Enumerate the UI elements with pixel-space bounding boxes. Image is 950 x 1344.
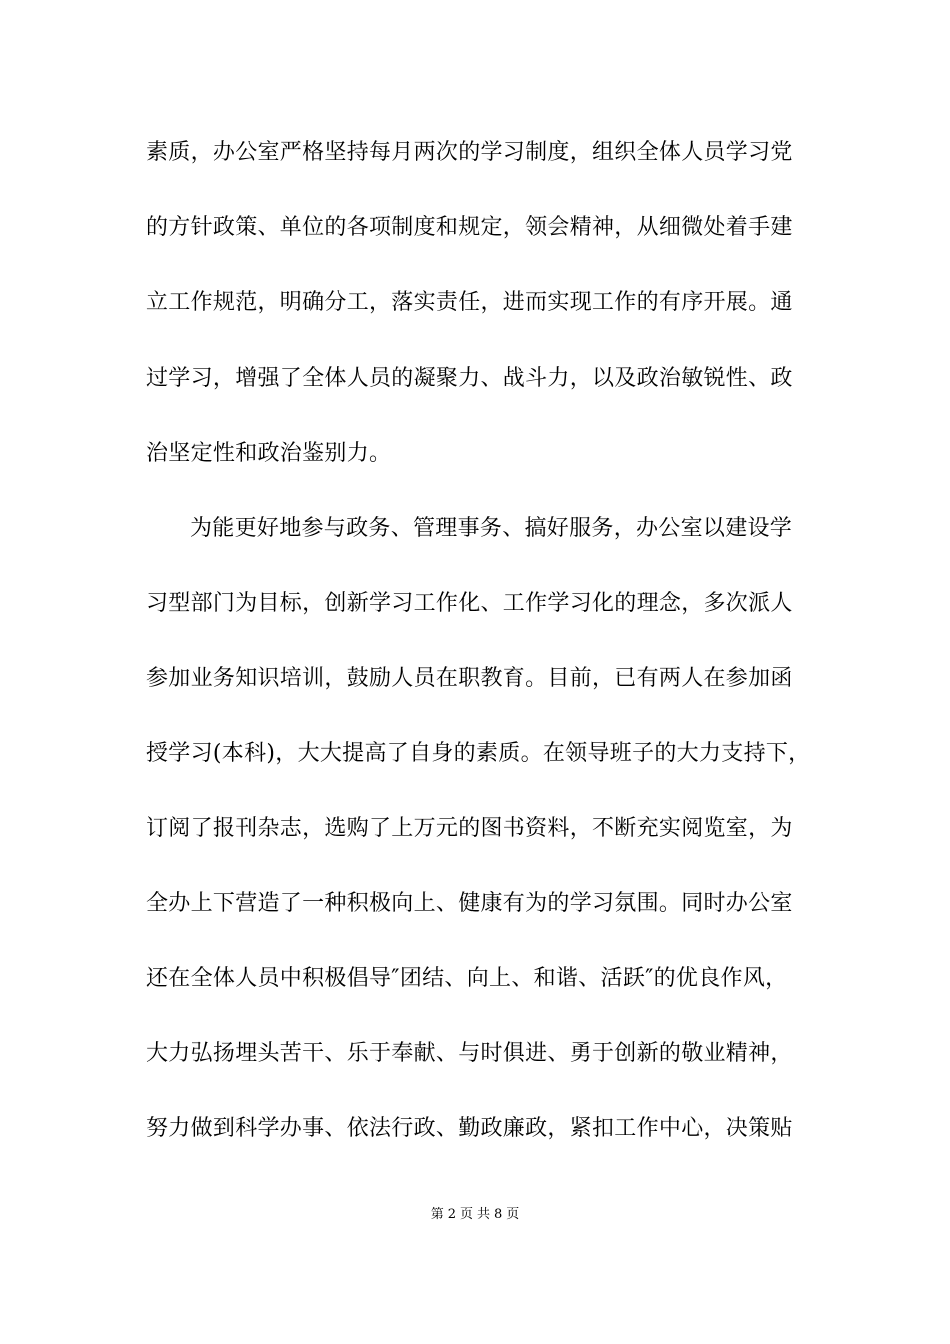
text-line: 治坚定性和政治鉴别力。 (146, 441, 392, 466)
text-line: 立工作规范，明确分工，落实责任，进而实现工作的有序开展。通 (146, 290, 793, 315)
text-line: 努力做到科学办事、依法行政、勤政廉政，紧扣工作中心，决策贴 (146, 1116, 793, 1141)
text-line: 的方针政策、单位的各项制度和规定，领会精神，从细微处着手建 (146, 215, 793, 240)
text-line: 大力弘扬埋头苦干、乐于奉献、与时俱进、勇于创新的敬业精神， (146, 1041, 793, 1066)
footer-total-pages: 8 (494, 1207, 503, 1222)
text-line: 习型部门为目标，创新学习工作化、工作学习化的理念，多次派人 (146, 591, 793, 616)
text-line: 素质，办公室严格坚持每月两次的学习制度，组织全体人员学习党 (146, 140, 793, 165)
text-line: 为能更好地参与政务、管理事务、搞好服务，办公室以建设学 (190, 516, 793, 541)
text-line: 过学习，增强了全体人员的凝聚力、战斗力，以及政治敏锐性、政 (146, 366, 793, 391)
text-line: 还在全体人员中积极倡导″团结、向上、和谐、活跃″的优良作风， (146, 966, 788, 991)
text-line: 授学习(本科)，大大提高了自身的素质。在领导班子的大力支持下， (146, 741, 811, 766)
footer-prefix: 第 (430, 1207, 444, 1222)
page-footer (0, 1206, 950, 1224)
text-line: 订阅了报刊杂志，选购了上万元的图书资料，不断充实阅览室，为 (146, 816, 793, 841)
footer-suffix: 页 (506, 1207, 520, 1222)
footer-page-word: 页 (459, 1207, 473, 1222)
footer-total-prefix: 共 (477, 1207, 491, 1222)
footer-current-page: 2 (447, 1207, 456, 1222)
text-line: 参加业务知识培训，鼓励人员在职教育。目前，已有两人在参加函 (146, 666, 793, 691)
text-line: 全办上下营造了一种积极向上、健康有为的学习氛围。同时办公室 (146, 891, 793, 916)
